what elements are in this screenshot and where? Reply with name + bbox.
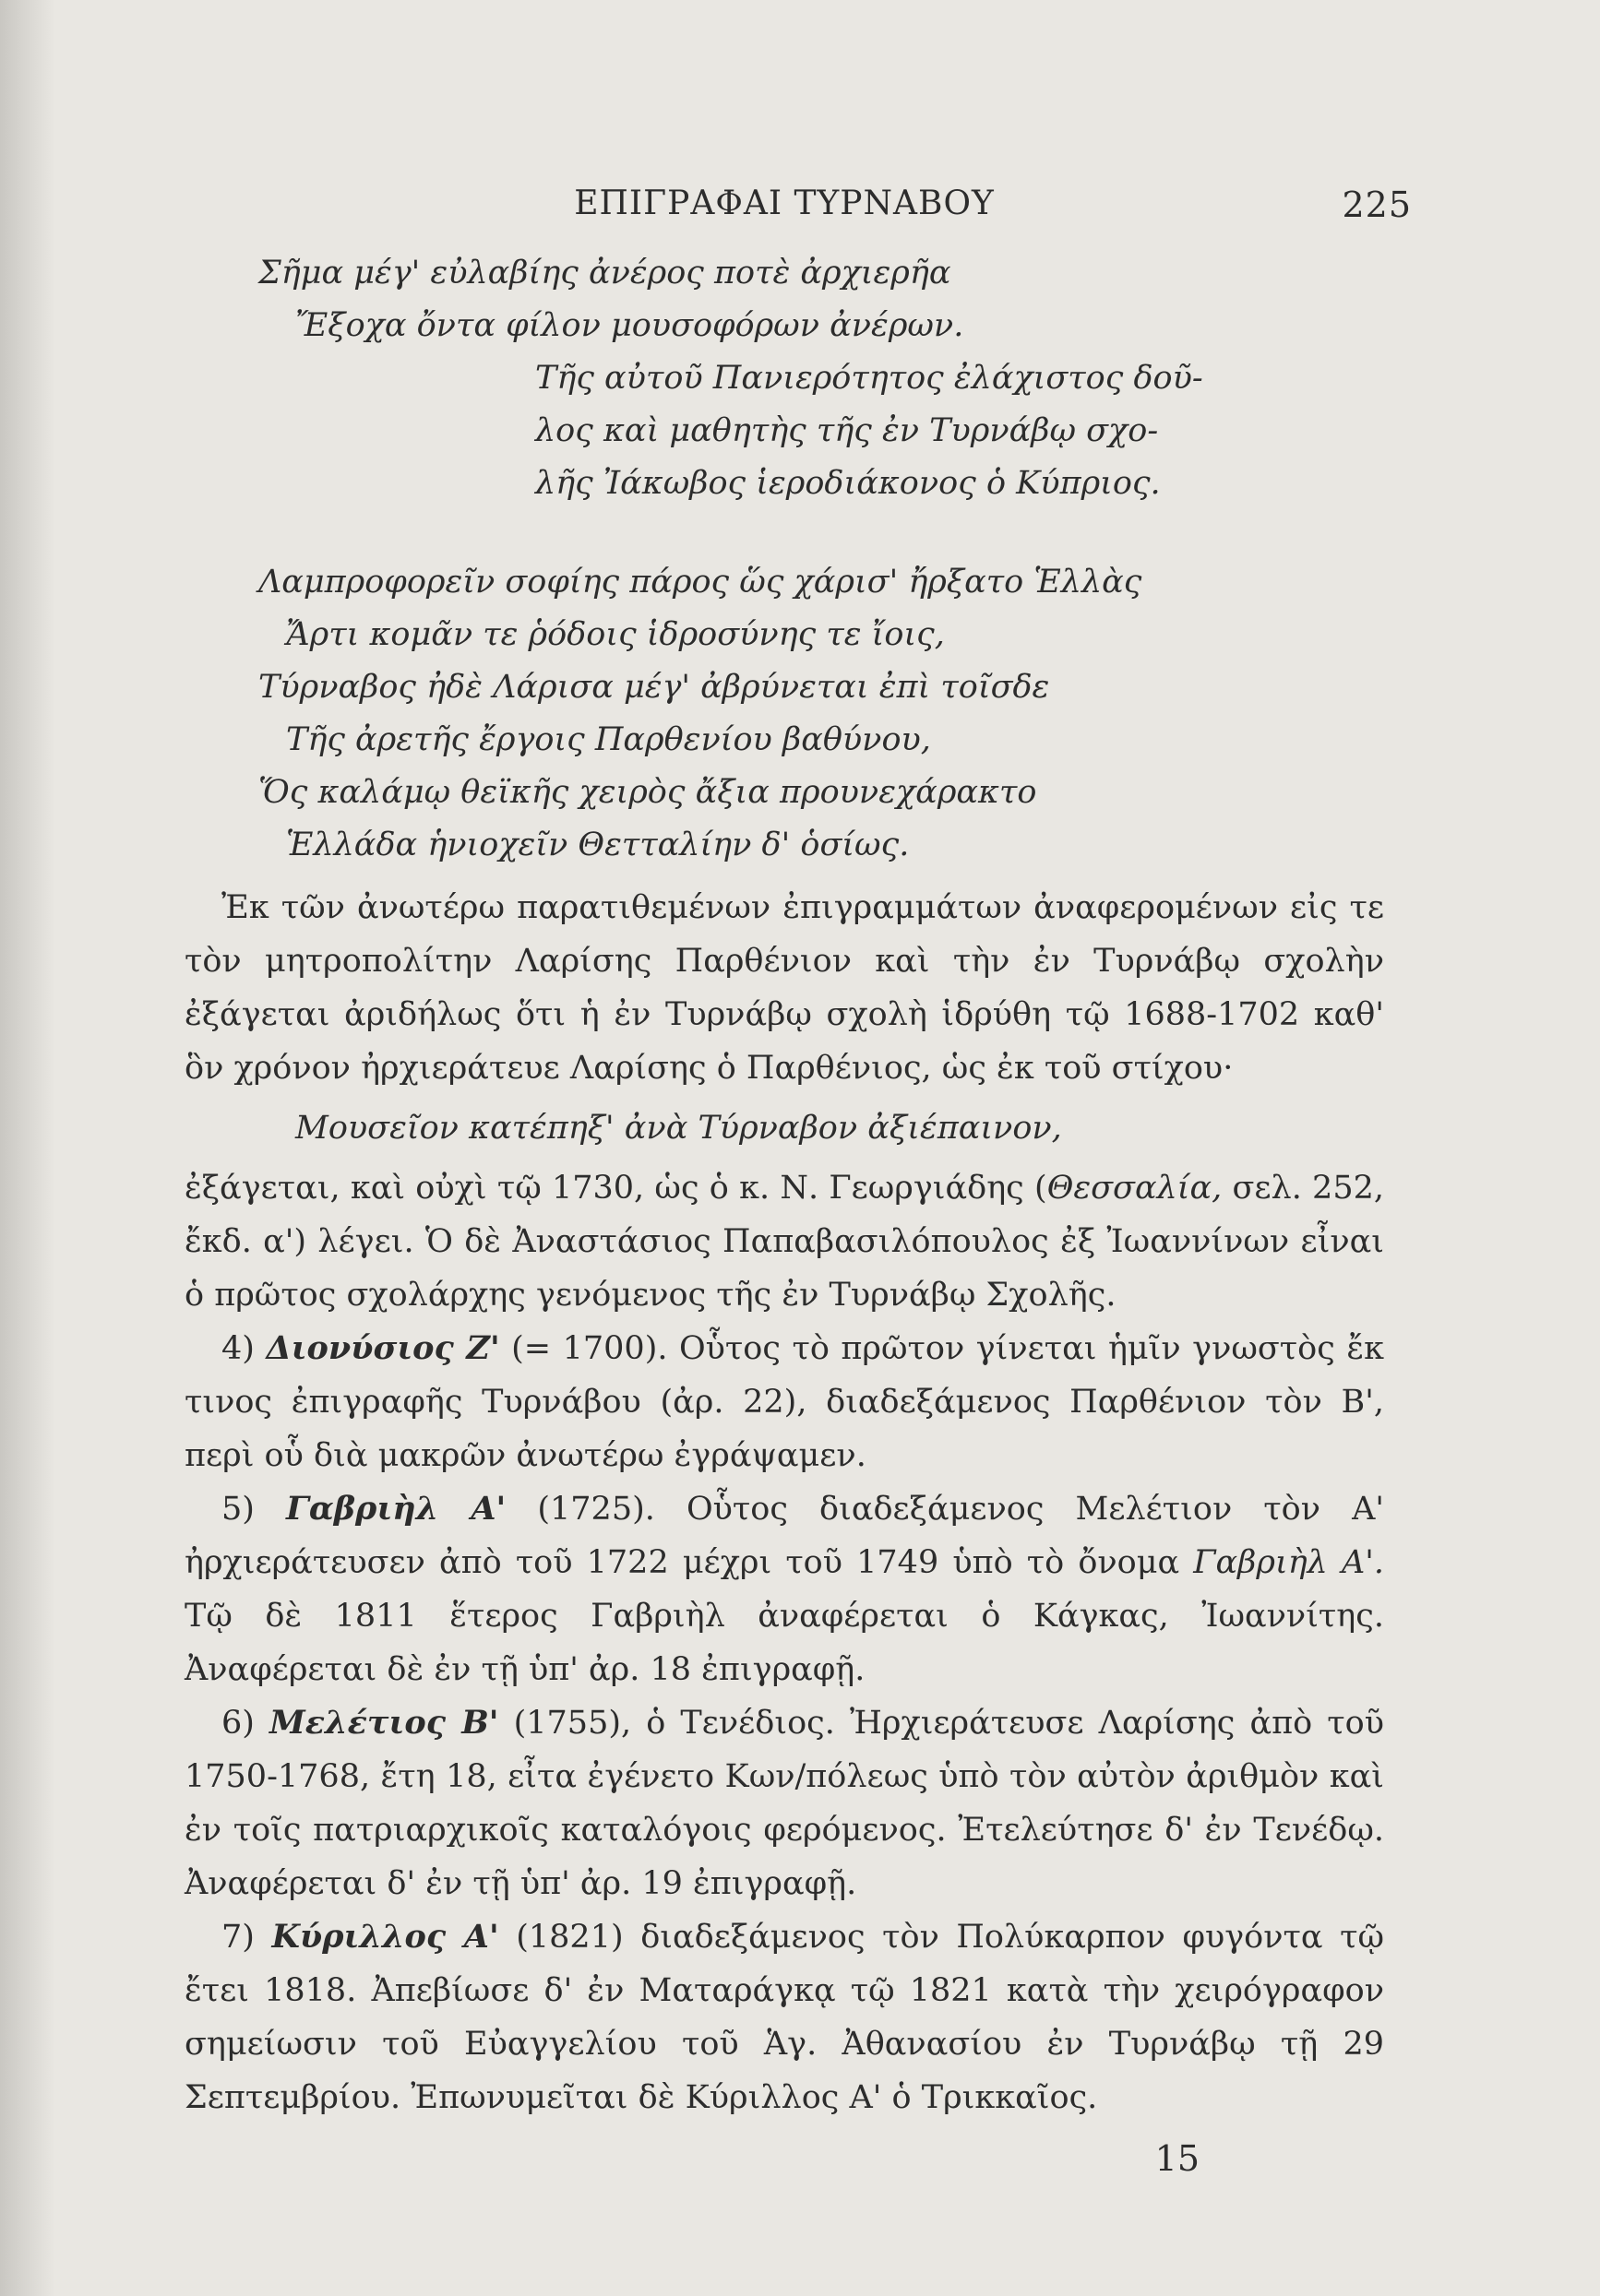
signature-mark: 15 (1154, 2138, 1200, 2179)
item-text: (1821) διαδεξάμενος τὸν Πολύκαρπον φυγόντα τῷ ἔτει 1818. Ἀπεβίωσε δ' ἐν Ματαράγκᾳ τῷ 1821 κατὰ τὴν χειρόγραφον σημείωσιν τοῦ Εὐαγγελίου τοῦ Ἁγ. Ἀθανασίου ἐν Τυρνάβῳ τῇ 29 Σεπτεμβρίου. Ἐπωνυμεῖται δὲ Κύριλλος Α' ὁ Τρικκαῖος. (185, 1919, 1384, 2116)
epigram-1 (185, 247, 1384, 510)
paragraph (185, 1161, 1384, 1322)
verse-line: Τύρναβος ἠδὲ Λάρισα μέγ' ἀβρύνεται ἐπὶ τοῖσδε (258, 669, 1050, 706)
item-text: Τῷ δὲ 1811 ἕτερος Γαβριὴλ ἀναφέρεται ὁ Κάγκας, Ἰωαννίτης. Ἀναφέρεται δὲ ἐν τῇ ὑπ' ἀρ. 18 ἐπιγραφῇ. (185, 1598, 1384, 1688)
page-header (185, 175, 1412, 240)
verse-line: Λαμπροφορεῖν σοφίης πάρος ὥς χάρισ' ἤρξατο Ἑλλὰς (258, 564, 1142, 601)
text-run: ἐξάγεται, καὶ οὐχὶ τῷ 1730, ὡς ὁ κ. Ν. Γεωργιάδης ( (185, 1170, 1047, 1207)
list-item (185, 1322, 1384, 1482)
verse-line: Ἄρτι κομᾶν τε ῥόδοις ἱδροσύνης τε ἴοις, (286, 616, 945, 653)
verse-line: Ἔξοχα ὄντα φίλον μουσοφόρων ἀνέρων. (295, 307, 964, 344)
item-name: Κύριλλος Α' (271, 1918, 499, 1956)
page-number: 225 (1342, 184, 1412, 225)
text-run-italic: Θεσσαλία, (1046, 1170, 1223, 1207)
epigram-2 (185, 556, 1384, 872)
item-text: (1725). Οὗτος διαδεξάμενος Μελέτιον τὸν Α' ἠρχιεράτευσεν ἀπὸ τοῦ 1722 μέχρι τοῦ 1749 ὑπὸ τὸ ὄνομα (185, 1491, 1384, 1581)
verse-line: Τῆς ἀρετῆς ἔργοις Παρθενίου βαθύνου, (286, 721, 931, 758)
verse-line: Τῆς αὐτοῦ Πανιερότητος ἐλάχιστος δοῦ- (535, 360, 1203, 397)
page-gutter-shadow (0, 0, 55, 2296)
paragraph: Ἐκ τῶν ἀνωτέρω παρατιθεμένων ἐπιγραμμάτων ἀναφερομένων εἰς τε τὸν μητροπολίτην Λαρίσης Παρθένιον καὶ τὴν ἐν Τυρνάβῳ σχολὴν ἐξάγεται ἀριδήλως ὅτι ἡ ἐν Τυρνάβῳ σχολὴ ἱδρύθη τῷ 1688-1702 καθ' ὃν χρόνον ἠρχιεράτευε Λαρίσης ὁ Παρθένιος, ὡς ἐκ τοῦ στίχου· (185, 889, 1384, 1087)
text-run-italic: Γαβριὴλ Α'. (1193, 1544, 1384, 1581)
verse-line: λος καὶ μαθητὴς τῆς ἐν Τυρνάβῳ σχο- (535, 412, 1159, 449)
verse-line: λῆς Ἰάκωβος ἱεροδιάκονος ὁ Κύπριος. (535, 465, 1161, 502)
item-text: (= 1700). Οὗτος τὸ πρῶτον γίνεται ἡμῖν γνωστὸς ἔκ τινος ἐπιγραφῆς Τυρνάβου (ἀρ. 22), διαδεξάμενος Παρθένιον τὸν Β', περὶ οὗ διὰ μακρῶν ἀνωτέρω ἐγράψαμεν. (185, 1330, 1384, 1474)
item-number: 7) (221, 1919, 255, 1956)
item-number: 5) (221, 1491, 255, 1528)
list-item (185, 1910, 1384, 2124)
item-number: 6) (221, 1705, 255, 1742)
list-item (185, 1482, 1384, 1696)
item-text: (1755), ὁ Τενέδιος. Ἠρχιεράτευσε Λαρίσης ἀπὸ τοῦ 1750-1768, ἔτη 18, εἶτα ἐγένετο Κων/πόλεως ὑπὸ τὸν αὐτὸν ἀριθμὸν καὶ ἐν τοῖς πατριαρχικοῖς καταλόγοις φερόμενος. Ἐτελεύτησε δ' ἐν Τενέδῳ. Ἀναφέρεται δ' ἐν τῇ ὑπ' ἀρ. 19 ἐπιγραφῇ. (185, 1705, 1384, 1902)
item-name: Μελέτιος Β' (269, 1704, 499, 1742)
text-run: σελ. 252, ἔκδ. α') λέγει. Ὁ δὲ Ἀναστάσιος Παπαβασιλόπουλος ἐξ Ἰωαννίνων εἶναι ὁ πρῶτος σχολάρχης γενόμενος τῆς ἐν Τυρνάβῳ Σχολῆς. (185, 1170, 1384, 1314)
verse-line: Ἑλλάδα ἡνιοχεῖν Θετταλίην δ' ὁσίως. (286, 827, 910, 863)
quoted-verse: Μουσεῖον κατέπηξ' ἀνὰ Τύρναβον ἀξιέπαινον, (295, 1110, 1062, 1147)
list-item (185, 1696, 1384, 1910)
body-text (185, 881, 1384, 2185)
running-title: ΕΠΙΓΡΑΦΑΙ ΤΥΡΝΑΒΟΥ (574, 184, 995, 222)
item-name: Γαβριὴλ Α' (286, 1490, 507, 1528)
item-name: Διονύσιος Ζ' (266, 1329, 500, 1367)
verse-line: Σῆμα μέγ' εὐλαβίης ἀνέρος ποτὲ ἀρχιερῆα (258, 255, 951, 291)
book-page (185, 175, 1412, 2185)
verse-line: Ὅς καλάμῳ θεϊκῆς χειρὸς ἄξια προυνεχάρακτο (258, 774, 1037, 811)
item-number: 4) (221, 1330, 255, 1367)
